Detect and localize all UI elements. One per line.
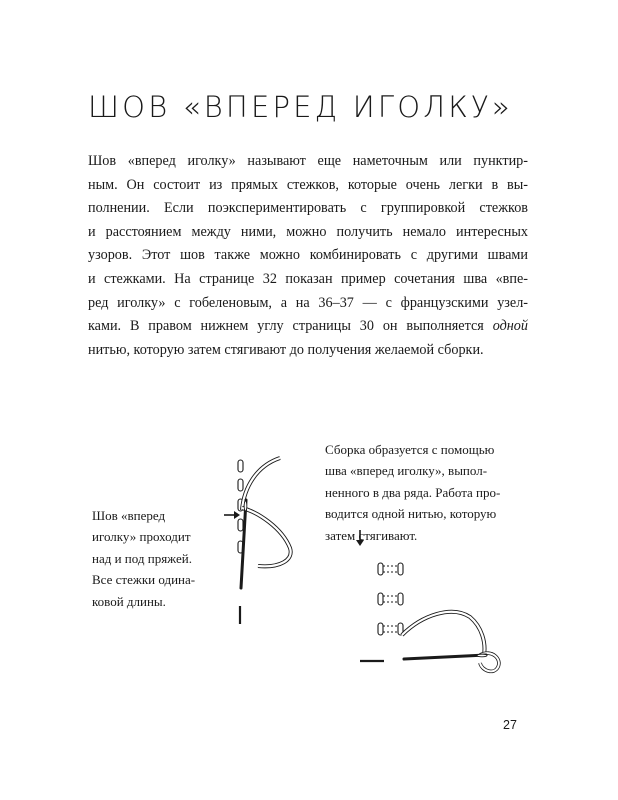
caption-line: Шов «вперед: [92, 508, 166, 523]
caption-line: водится одной нитью, которую: [325, 506, 497, 522]
body-line: ред иголку» с гобеленовым, а на 36–37 — с французскими узел-: [88, 294, 528, 311]
arrow-right-icon: [224, 510, 240, 520]
body-paragraph: [88, 150, 528, 362]
caption-line: ковой длины.: [92, 593, 166, 609]
body-line: и стежками. На странице 32 показан пример сочетания шва «впе-: [88, 270, 528, 287]
caption-line: Все стежки одина-: [92, 572, 196, 588]
caption-line: Сборка образуется с помощью: [325, 442, 495, 457]
body-line: Шов «вперед иголку» называют еще наметочным или пунктир-: [88, 153, 528, 169]
body-line: ками. В правом нижнем углу страницы 30 он выполняется: [88, 318, 493, 335]
body-line: и расстоянием между ними, можно получить немало интересных: [88, 223, 528, 240]
page-title: ШОВ «ВПЕРЕД ИГОЛКУ»: [88, 90, 513, 124]
body-line: полнении. Если поэкспериментировать с группировкой стежков: [88, 200, 528, 217]
gathering-stitch-needle-illustration: [352, 555, 522, 680]
body-line: узоров. Этот шов также можно комбинировать с другими швами: [88, 247, 528, 264]
caption-line: затем стягивают.: [325, 527, 418, 543]
caption-line: шва «вперед иголку», выпол-: [325, 463, 488, 479]
page-number: 27: [503, 718, 517, 732]
body-line-with-emphasis: [88, 315, 528, 339]
caption-right: [325, 439, 530, 546]
caption-line: над и под пряжей.: [92, 550, 192, 566]
caption-left: [92, 505, 220, 612]
body-emphasis: одной: [492, 318, 528, 335]
body-line: нитью, которую затем стягивают до получения желаемой сборки.: [88, 341, 484, 358]
caption-line: ненного в два ряда. Работа про-: [325, 484, 501, 500]
running-stitch-needle-illustration: [228, 448, 308, 638]
caption-line: иголку» проходит: [92, 529, 191, 545]
body-line: ным. Он состоит из прямых стежков, которые очень легки в вы-: [88, 176, 528, 193]
